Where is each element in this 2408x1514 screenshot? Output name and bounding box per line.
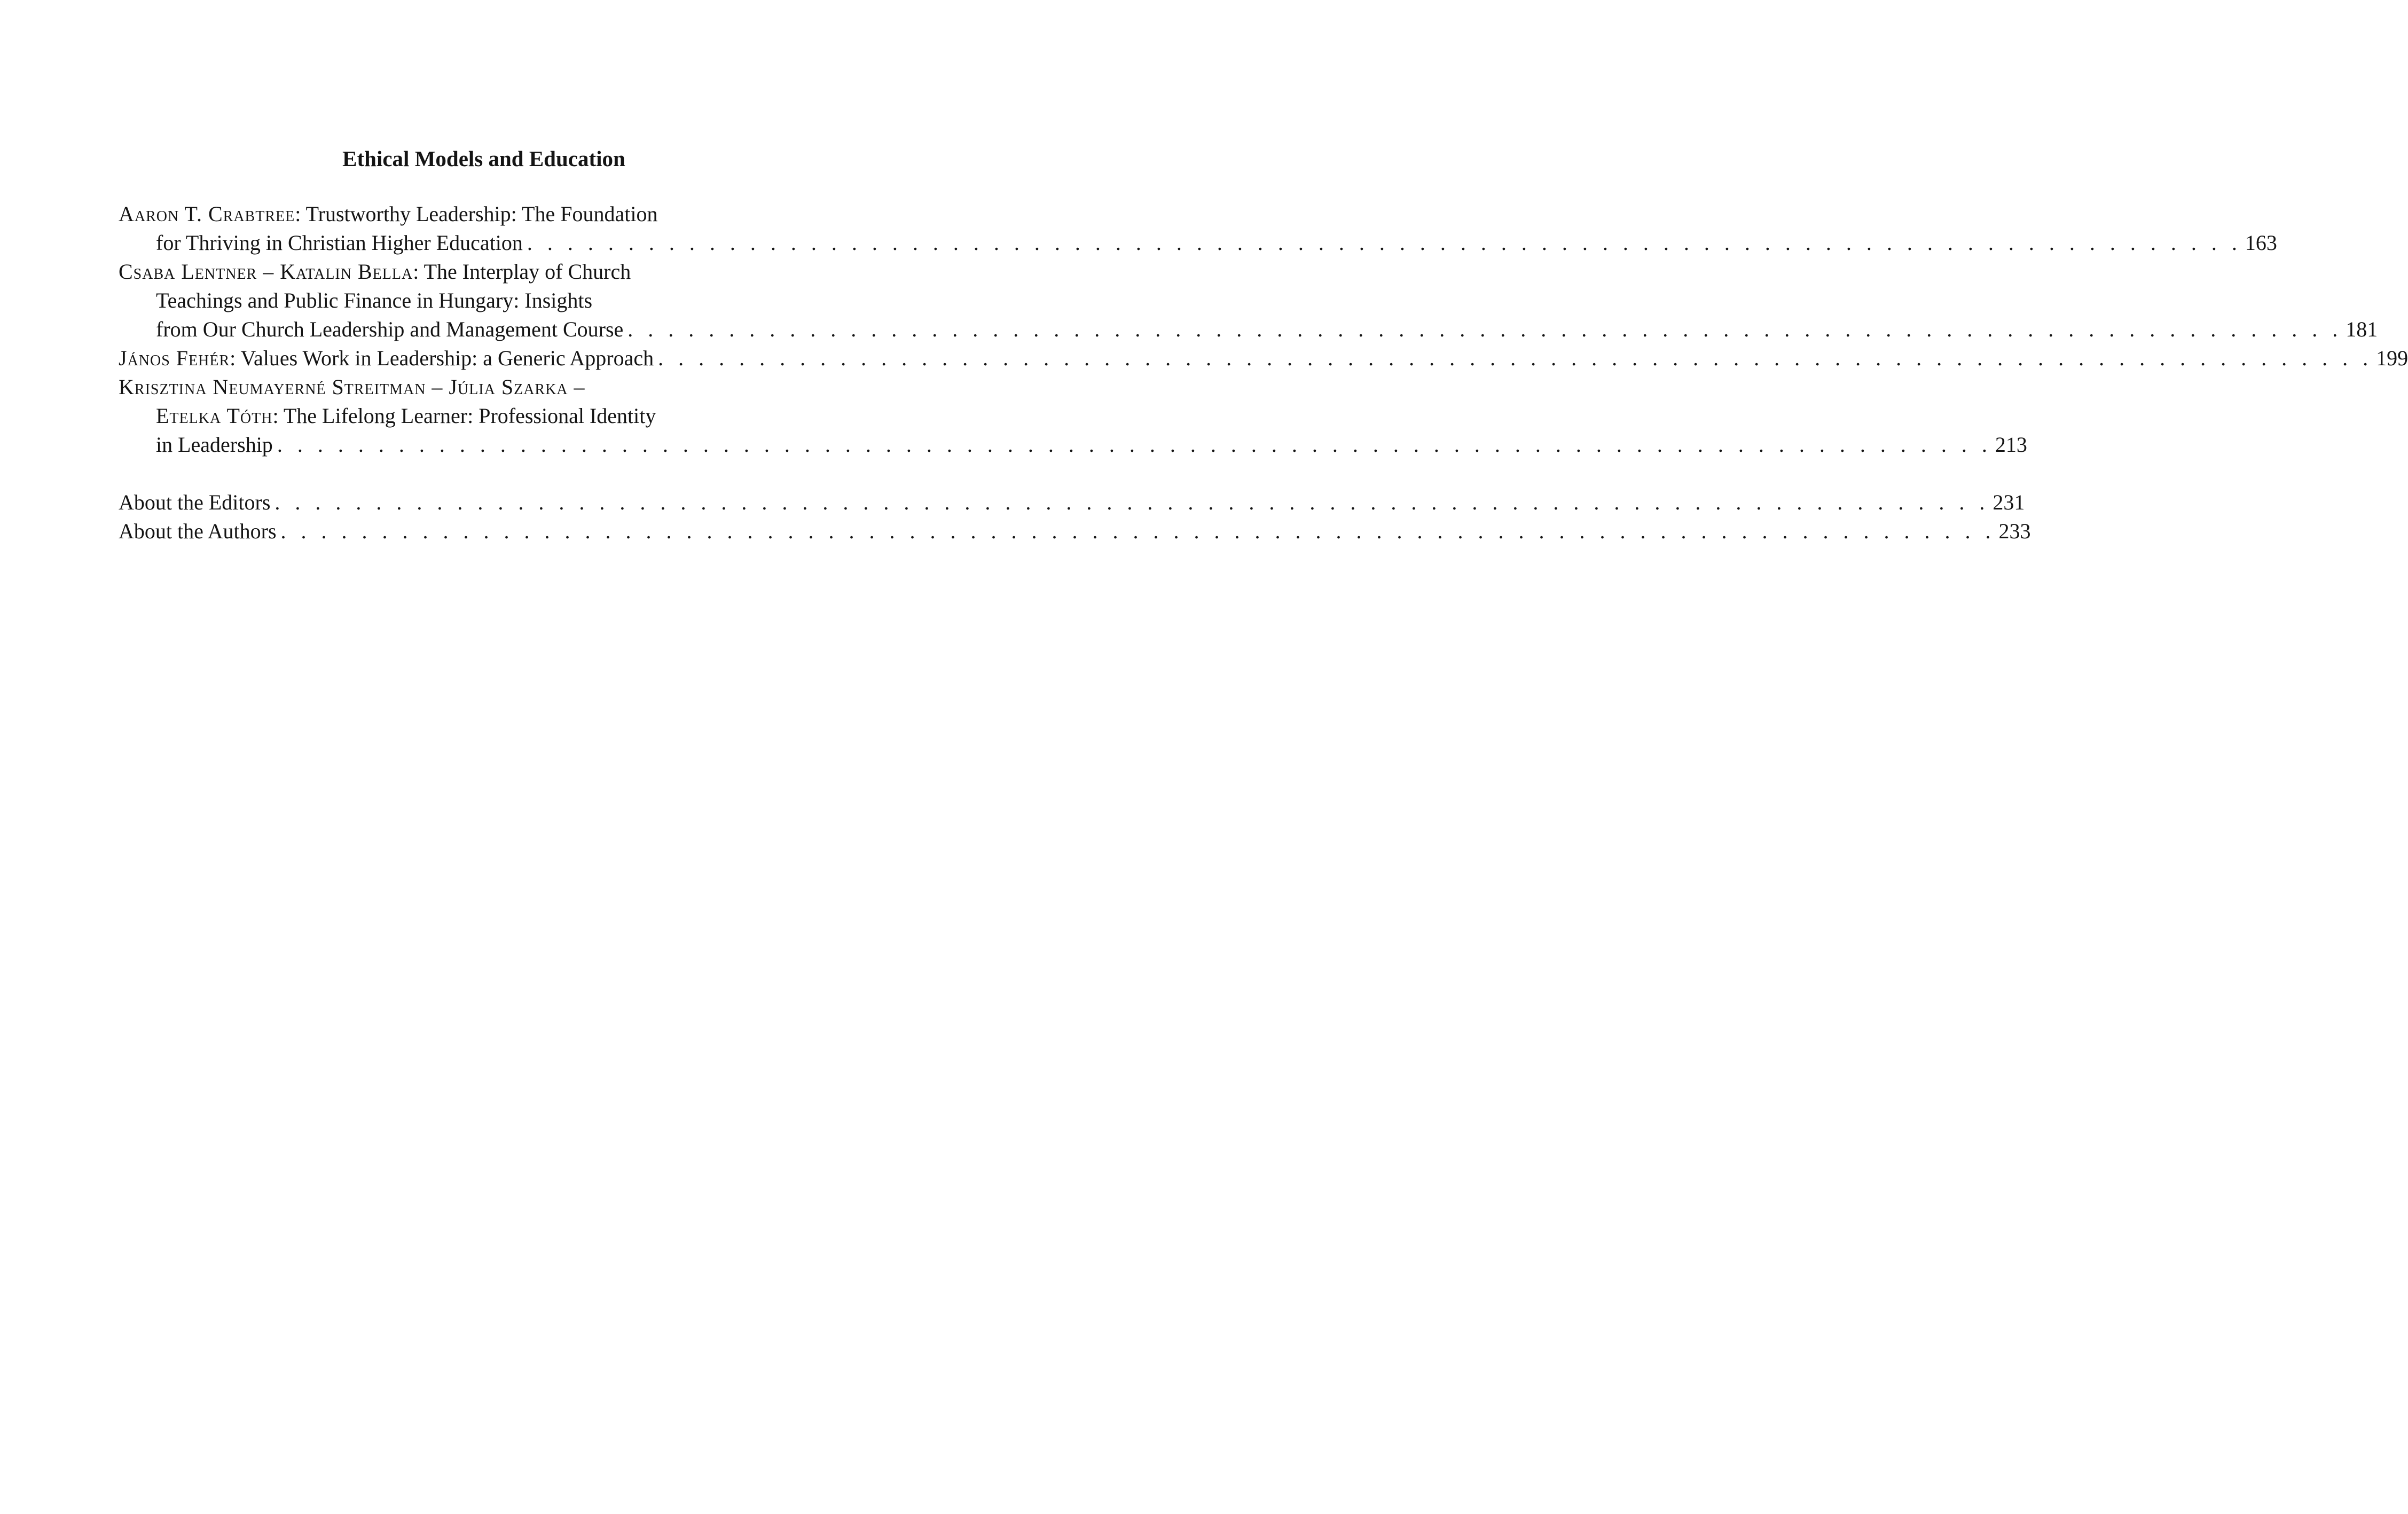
toc-entry-line <box>119 286 849 315</box>
entry-page-number: 163 <box>2245 231 2277 255</box>
entry-authors: Csaba Lentner – Katalin Bella <box>119 260 413 284</box>
dot-leader: . . . . . . . . . . . . . . . . . . . . . . . . . . . . . . . . . . . . . . . . . . . . . . . . . . . . . . . . . . . . . . . . . . . . . . . . . . . . . . . . . . . . . <box>274 490 1990 514</box>
dot-leader: . . . . . . . . . . . . . . . . . . . . . . . . . . . . . . . . . . . . . . . . . . . . . . . . . . . . . . . . . . . . . . . . . . . . . . . . . . . . . . . . . . . . . <box>277 433 1992 457</box>
entry-title: Teachings and Public Finance in Hungary: Insights <box>156 288 593 312</box>
entry-title: : Trustworthy Leadership: The Foundation <box>295 202 658 226</box>
entry-page-number: 181 <box>2346 317 2378 341</box>
dot-leader: . . . . . . . . . . . . . . . . . . . . . . . . . . . . . . . . . . . . . . . . . . . . . . . . . . . . . . . . . . . . . . . . . . . . . . . . . . . . . . . . . . . . . <box>280 519 1996 543</box>
dot-leader: . . . . . . . . . . . . . . . . . . . . . . . . . . . . . . . . . . . . . . . . . . . . . . . . . . . . . . . . . . . . . . . . . . . . . . . . . . . . . . . . . . . . . <box>628 317 2343 341</box>
toc-entry-lentner-bella <box>119 257 2378 344</box>
section-heading: Ethical Models and Education <box>342 146 625 171</box>
dot-leader: . . . . . . . . . . . . . . . . . . . . . . . . . . . . . . . . . . . . . . . . . . . . . . . . . . . . . . . . . . . . . . . . . . . . . . . . . . . . . . . . . . . . . <box>527 231 2242 255</box>
toc-entry-line <box>119 229 2277 257</box>
toc-entry-about-editors <box>119 488 2025 517</box>
toc-entry-line <box>119 373 849 402</box>
entry-authors: János Fehér <box>119 346 230 370</box>
toc-entry-line <box>119 257 849 286</box>
table-of-contents <box>119 200 2408 546</box>
entry-title: : The Lifelong Learner: Professional Identity <box>272 404 656 428</box>
toc-entry-line <box>119 430 2027 459</box>
entry-title: : The Interplay of Church <box>413 260 631 284</box>
dot-leader: . . . . . . . . . . . . . . . . . . . . . . . . . . . . . . . . . . . . . . . . . . . . . . . . . . . . . . . . . . . . . . . . . . . . . . . . . . . . . . . . . . . . . <box>658 346 2373 370</box>
entry-page-number: 213 <box>1995 433 2027 457</box>
entry-title: for Thriving in Christian Higher Education <box>156 231 523 255</box>
entry-page-number: 199 <box>2376 346 2408 370</box>
entry-authors: Krisztina Neumayerné Streitman – Júlia Szarka – <box>119 375 585 399</box>
toc-entry-about-authors <box>119 517 2031 546</box>
entry-authors: Aaron T. Crabtree <box>119 202 295 226</box>
toc-entry-crabtree <box>119 200 2277 257</box>
entry-title: from Our Church Leadership and Management Course <box>156 317 624 341</box>
entry-authors: Etelka Tóth <box>156 404 273 428</box>
entry-heading <box>119 344 654 373</box>
entry-page-number: 231 <box>1993 490 2025 514</box>
toc-entry-neumayerne-szarka-toth <box>119 373 2027 459</box>
toc-page <box>119 143 2408 546</box>
entry-title: About the Editors <box>119 490 271 514</box>
section-spacer <box>119 459 849 488</box>
toc-entry-line <box>119 402 849 430</box>
toc-entry-line <box>119 344 2408 373</box>
entry-page-number: 233 <box>1998 519 2031 543</box>
toc-entry-line <box>119 200 849 229</box>
toc-entry-feher <box>119 344 2408 373</box>
entry-title: About the Authors <box>119 519 277 543</box>
entry-title: : Values Work in Leadership: a Generic Approach <box>230 346 654 370</box>
entry-title: in Leadership <box>156 433 273 457</box>
toc-entry-line <box>119 315 2378 344</box>
